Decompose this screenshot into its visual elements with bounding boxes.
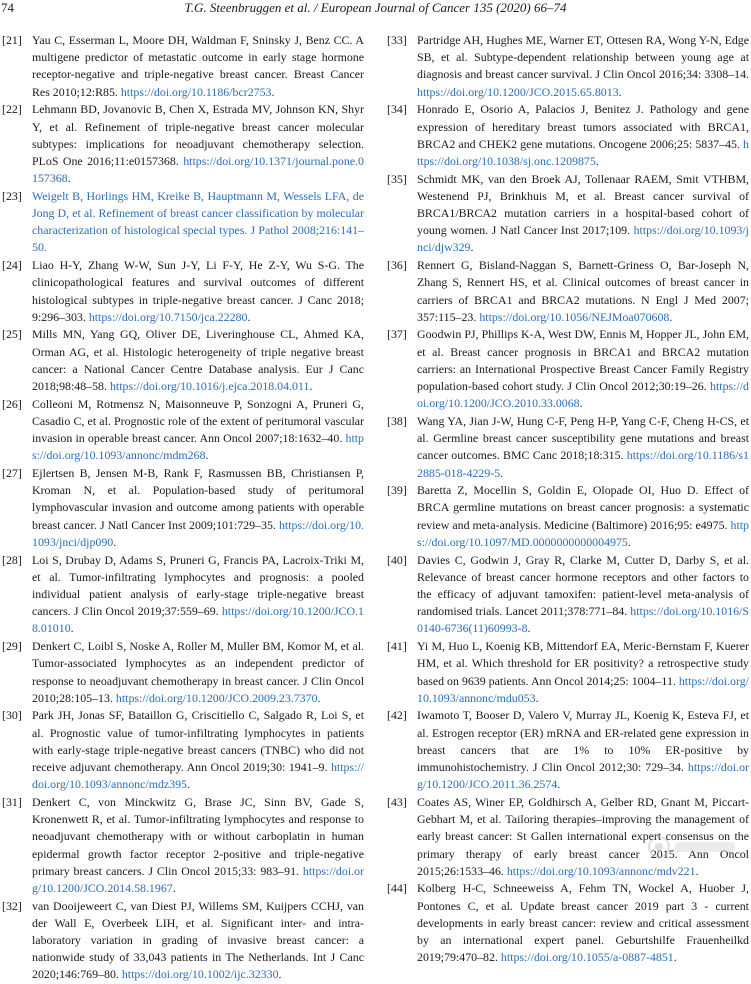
doi-link[interactable]: https://doi.org/10.1200/JCO.2009.23.7370 bbox=[115, 690, 318, 705]
reference-entry bbox=[387, 32, 749, 101]
reference-number: [29] bbox=[2, 639, 22, 654]
reference-entry bbox=[387, 257, 749, 326]
reference-number: [28] bbox=[2, 552, 22, 567]
doi-link[interactable]: https://doi.org/10.1055/a-0887-4851 bbox=[500, 950, 674, 965]
reference-number: [27] bbox=[2, 466, 22, 481]
reference-entry bbox=[387, 413, 749, 482]
reference-number: [37] bbox=[387, 327, 407, 342]
reference-entry bbox=[2, 898, 364, 984]
doi-link[interactable]: https://doi.org/10.1200/JCO.2015.65.8013 bbox=[417, 84, 619, 99]
reference-terminal-punct: . bbox=[579, 396, 583, 411]
reference-entry bbox=[2, 552, 364, 638]
reference-terminal-punct: . bbox=[470, 240, 474, 255]
reference-number: [34] bbox=[387, 102, 407, 117]
page-number: 74 bbox=[1, 0, 14, 15]
reference-entry bbox=[2, 396, 364, 465]
reference-terminal-punct: . bbox=[205, 448, 209, 463]
doi-link[interactable]: https://doi.org/10.1200/JCO.2011.36.2574 bbox=[417, 760, 749, 792]
doi-link[interactable]: https://doi.org/10.1093/annonc/mdv221 bbox=[506, 863, 696, 878]
running-head: T.G. Steenbruggen et al. / European Journal of Cancer 135 (2020) 66–74 bbox=[184, 0, 567, 15]
reference-entry bbox=[2, 32, 364, 101]
reference-text: Yi M, Huo L, Koenig KB, Mittendorf EA, Meric-Bernstam F, Kuerer HM, et al. Which threshold for ER positivity? a retrospective study based on 9639 patients. Ann Oncol 2014;25: 1004–11. bbox=[417, 639, 749, 688]
doi-link[interactable]: https://doi.org/10.1097/MD.0000000000004975 bbox=[417, 517, 749, 549]
reference-text: Iwamoto T, Booser D, Valero V, Murray JL, Koenig K, Esteva FJ, et al. Estrogen receptor (ER) mRNA and ER-related gene expression in breast cancers that are 1% to 10% ER-positive by immunohistochemistry. J Clin Oncol 2012;30: 729–34. bbox=[417, 708, 749, 775]
reference-entry bbox=[2, 707, 364, 793]
reference-terminal-punct: . bbox=[247, 309, 251, 324]
reference-terminal-punct: . bbox=[669, 309, 673, 324]
reference-number: [30] bbox=[2, 708, 22, 723]
reference-number: [26] bbox=[2, 396, 22, 411]
doi-link[interactable]: https://doi.org/10.1016/j.ejca.2018.04.011 bbox=[109, 379, 310, 394]
reference-terminal-punct: . bbox=[187, 777, 190, 792]
doi-link[interactable]: https://doi.org/10.1038/sj.onc.1209875 bbox=[417, 136, 749, 168]
doi-link[interactable]: https://doi.org/10.1371/journal.pone.0157368 bbox=[32, 153, 364, 186]
reference-entry bbox=[387, 171, 749, 257]
reference-terminal-punct: . bbox=[278, 967, 282, 982]
reference-entry bbox=[2, 326, 364, 395]
reference-terminal-punct: . bbox=[557, 777, 561, 792]
reference-number: [22] bbox=[2, 102, 22, 117]
reference-number: [23] bbox=[2, 188, 22, 203]
reference-terminal-punct: . bbox=[113, 534, 117, 549]
reference-column-left bbox=[2, 32, 364, 984]
reference-terminal-punct: . bbox=[535, 690, 539, 705]
doi-link[interactable]: https://doi.org/10.1093/jnci/djp090 bbox=[32, 517, 364, 549]
reference-entry bbox=[2, 638, 364, 707]
reference-number: [39] bbox=[387, 483, 407, 498]
reference-text: Honrado E, Osorio A, Palacios J, Benitez J. Pathology and gene expression of hereditary breast tumors associated with BRCA1, BRCA2 and CHEK2 gene mutations. Oncogene 2006;25: 5837–45. bbox=[417, 102, 749, 151]
reference-text: Goodwin PJ, Phillips K-A, West DW, Ennis M, Hopper JL, John EM, et al. Breast cancer prognosis in BRCA1 and BRCA2 mutation carriers: an International Prospective Breast Cancer Family Registry population-based cohort study. J Clin Oncol 2012;30:19–26. bbox=[417, 327, 749, 394]
reference-text: Yau C, Esserman L, Moore DH, Waldman F, Sninsky J, Benz CC. A multigene predictor of metastatic outcome in early stage hormone receptor-negative and triple-negative breast cancer. Breast Cancer Res 2010;12:R85. bbox=[32, 33, 364, 99]
reference-terminal-punct: . bbox=[627, 534, 631, 549]
reference-terminal-punct: . bbox=[618, 84, 622, 99]
reference-text: Kolberg H-C, Schneeweiss A, Fehm TN, Wockel A, Huober J, Pontones C, et al. Update breast cancer 2019 part 3 - current developments in early breast cancer: review and critical assessment by an international expert panel. Geburtshilfe Frauenheilkd 2019;79:470–82. bbox=[417, 881, 749, 965]
reference-text: Schmidt MK, van den Broek AJ, Tollenaar RAEM, Smit VTHBM, Westenend PJ, Brinkhuis M, et al. Breast cancer survival of BRCA1/BRCA2 mutation carriers in a hospital-based cohort of young women. J Natl Cancer Inst 2017;109. bbox=[417, 171, 749, 238]
reference-terminal-punct: . bbox=[271, 84, 275, 99]
reference-entry bbox=[387, 101, 749, 170]
doi-link[interactable]: https://doi.org/10.1016/S0140-6736(11)60993-8 bbox=[417, 604, 749, 636]
reference-text: Denkert C, von Minckwitz G, Brase JC, Sinn BV, Gade S, Kronenwett R, et al. Tumor-infiltrating lymphocytes and response to neoadjuvant chemotherapy with or without carboplatin in human epidermal growth factor receptor 2-positive and triple-negative primary breast cancers. J Clin Oncol 2015;33: 983–91. bbox=[32, 794, 364, 878]
reference-number: [44] bbox=[387, 881, 407, 896]
reference-entry bbox=[387, 552, 749, 638]
reference-terminal-punct: . bbox=[70, 621, 74, 636]
doi-link[interactable]: https://doi.org/10.1093/annonc/mdm268 bbox=[32, 431, 364, 463]
reference-number: [43] bbox=[387, 794, 407, 809]
doi-link[interactable]: https://doi.org/10.1200/JCO.18.01010 bbox=[32, 604, 364, 636]
reference-text: van Dooijeweert C, van Diest PJ, Willems SM, Kuijpers CCHJ, van der Wall E, Overbeek LIH, et al. Significant inter- and intra-laboratory variation in grading of invasive breast cancer: a nationwide study of 33,043 patients in The Netherlands. Int J Canc 2020;146:769–80. bbox=[32, 898, 364, 982]
reference-entry bbox=[2, 101, 364, 187]
reference-text: Lehmann BD, Jovanovic B, Chen X, Estrada MV, Johnson KN, Shyr Y, et al. Refinement of triple-negative breast cancer molecular subtypes: implications for neoadjuvant chemotherapy selection. PLoS One 2016;11:e0157368. bbox=[32, 102, 364, 168]
doi-link[interactable]: https://doi.org/10.1056/NEJMoa070608 bbox=[479, 309, 670, 324]
doi-link[interactable]: https://doi.org/10.1200/JCO.2010.33.0068 bbox=[417, 379, 749, 411]
reference-text: Wang YA, Jian J-W, Hung C-F, Peng H-P, Yang C-F, Cheng H-CS, et al. Germline breast cancer susceptibility gene mutations and breast cancer outcomes. BMC Canc 2018;18:315. bbox=[417, 413, 749, 463]
reference-terminal-punct: . bbox=[527, 621, 531, 636]
reference-column-right bbox=[387, 32, 749, 966]
reference-text: Ejlertsen B, Jensen M-B, Rank F, Rasmussen BB, Christiansen P, Kroman N, et al. Population-based study of peritumoral lymphovascular invasion and outcome among patients with operable breast cancer. J Natl Cancer Inst 2009;101:729–35. bbox=[32, 466, 364, 532]
reference-terminal-punct: . bbox=[695, 863, 699, 878]
reference-number: [24] bbox=[2, 258, 22, 273]
doi-link[interactable]: https://doi.org/10.1002/ijc.32330 bbox=[121, 967, 279, 982]
reference-text: Denkert C, Loibl S, Noske A, Roller M, Muller BM, Komor M, et al. Tumor-associated lymphocytes as an independent predictor of response to neoadjuvant chemotherapy in breast cancer. J Clin Oncol 2010;28:105–13. bbox=[32, 639, 364, 705]
reference-number: [31] bbox=[2, 794, 22, 809]
reference-text: Colleoni M, Rotmensz N, Maisonneuve P, Sonzogni A, Pruneri G, Casadio C, et al. Prognostic role of the extent of peritumoral vascular invasion in operable breast cancer. Ann Oncol 2007;18:1632–40. bbox=[32, 396, 364, 446]
doi-link[interactable]: https://doi.org/10.1186/s12885-018-4229-5 bbox=[417, 448, 749, 480]
reference-number: [21] bbox=[2, 33, 22, 47]
reference-text: Liao H-Y, Zhang W-W, Sun J-Y, Li F-Y, He Z-Y, Wu S-G. The clinicopathological features and survival outcomes of different histological subtypes in triple-negative breast cancer. J Canc 2018; 9:296–303. bbox=[32, 258, 364, 324]
doi-link[interactable]: https://doi.org/10.1200/JCO.2014.58.1967 bbox=[32, 863, 364, 895]
doi-link[interactable]: https://doi.org/10.1093/annonc/mdu053 bbox=[417, 673, 749, 705]
reference-number: [36] bbox=[387, 258, 407, 273]
reference-entry bbox=[2, 794, 364, 897]
reference-entry bbox=[387, 638, 749, 707]
reference-terminal-punct: . bbox=[500, 465, 504, 480]
reference-text: Rennert G, Bisland-Naggan S, Barnett-Griness O, Bar-Joseph N, Zhang S, Rennert HS, et al. Clinical outcomes of breast cancer in carriers of BRCA1 and BRCA2 mutations. N Engl J Med 2007; 357:115–23. bbox=[417, 258, 749, 324]
doi-link[interactable]: https://doi.org/10.1093/annonc/mdz395 bbox=[32, 760, 364, 792]
reference-text: Loi S, Drubay D, Adams S, Pruneri G, Francis PA, Lacroix-Triki M, et al. Tumor-infiltrating lymphocytes and prognosis: a pooled individual patient analysis of early-stage triple-negative breast cancers. J Clin Oncol 2019;37:559–69. bbox=[32, 552, 364, 619]
reference-entry bbox=[387, 326, 749, 412]
reference-entry bbox=[387, 880, 749, 966]
reference-text: Coates AS, Winer EP, Goldhirsch A, Gelber RD, Gnant M, Piccart-Gebhart M, et al. Tailoring therapies–improving the management of early breast cancer: St Gallen international expert consensus on the primary therapy of early breast cancer 2015. Ann Oncol 2015;26:1533–46. bbox=[417, 794, 749, 878]
reference-terminal-punct: . bbox=[172, 880, 176, 895]
doi-link[interactable]: https://doi.org/10.1093/jnci/djw329 bbox=[417, 223, 749, 255]
reference-entry bbox=[387, 482, 749, 551]
reference-number: [32] bbox=[2, 898, 22, 913]
reference-text[interactable]: Weigelt B, Horlings HM, Kreike B, Hauptmann M, Wessels LFA, de Jong D, et al. Refinement of breast cancer classification by molecular characterization of histological special types. J Pathol 2008;216:141–50. bbox=[32, 188, 364, 255]
reference-number: [41] bbox=[387, 639, 407, 654]
reference-terminal-punct: . bbox=[67, 171, 71, 186]
reference-number: [40] bbox=[387, 552, 407, 567]
reference-number: [25] bbox=[2, 327, 22, 342]
reference-text: Davies C, Godwin J, Gray R, Clarke M, Cutter D, Darby S, et al. Relevance of breast cancer hormone receptors and other factors to the efficacy of adjuvant tamoxifen: patient-level meta-analysis of randomised trials. Lancet 2011;378:771–84. bbox=[417, 552, 749, 619]
reference-terminal-punct: . bbox=[309, 379, 313, 394]
reference-terminal-punct: . bbox=[673, 950, 677, 965]
reference-number: [38] bbox=[387, 413, 407, 428]
reference-terminal-punct: . bbox=[317, 690, 321, 705]
page-header bbox=[0, 0, 751, 22]
watermark-logo bbox=[647, 834, 743, 860]
reference-text: Park JH, Jonas SF, Bataillon G, Criscitiello C, Salgado R, Loi S, et al. Prognostic value of tumor-infiltrating lymphocytes in patients with early-stage triple-negative breast cancers (TNBC) who did not receive adjuvant chemotherapy. Ann Oncol 2019;30: 1941–9. bbox=[32, 708, 364, 775]
reference-entry bbox=[2, 257, 364, 326]
reference-text: Baretta Z, Mocellin S, Goldin E, Olopade OI, Huo D. Effect of BRCA germline mutations on breast cancer prognosis: a systematic review and meta-analysis. Medicine (Baltimore) 2016;95: e4975. bbox=[417, 483, 749, 532]
doi-link[interactable]: https://doi.org/10.1186/bcr2753 bbox=[120, 84, 272, 99]
reference-entry bbox=[2, 465, 364, 551]
reference-entry bbox=[2, 188, 364, 257]
reference-number: [35] bbox=[387, 171, 407, 186]
reference-terminal-punct: . bbox=[595, 153, 599, 168]
reference-text: Mills MN, Yang GQ, Oliver DE, Liveringhouse CL, Ahmed KA, Orman AG, et al. Histologic heterogeneity of triple negative breast cancer: a National Cancer Centre Database analysis. Eur J Canc 2018;98:48–58. bbox=[32, 327, 364, 394]
doi-link[interactable]: https://doi.org/10.7150/jca.22280 bbox=[88, 309, 248, 324]
reference-number: [33] bbox=[387, 33, 407, 47]
reference-entry bbox=[387, 707, 749, 793]
reference-text: Partridge AH, Hughes ME, Warner ET, Ottesen RA, Wong Y-N, Edge SB, et al. Subtype-dependent relationship between young age at diagnosis and breast cancer survival. J Clin Oncol 2016;34: 3308–14. bbox=[417, 33, 749, 82]
reference-number: [42] bbox=[387, 708, 407, 723]
